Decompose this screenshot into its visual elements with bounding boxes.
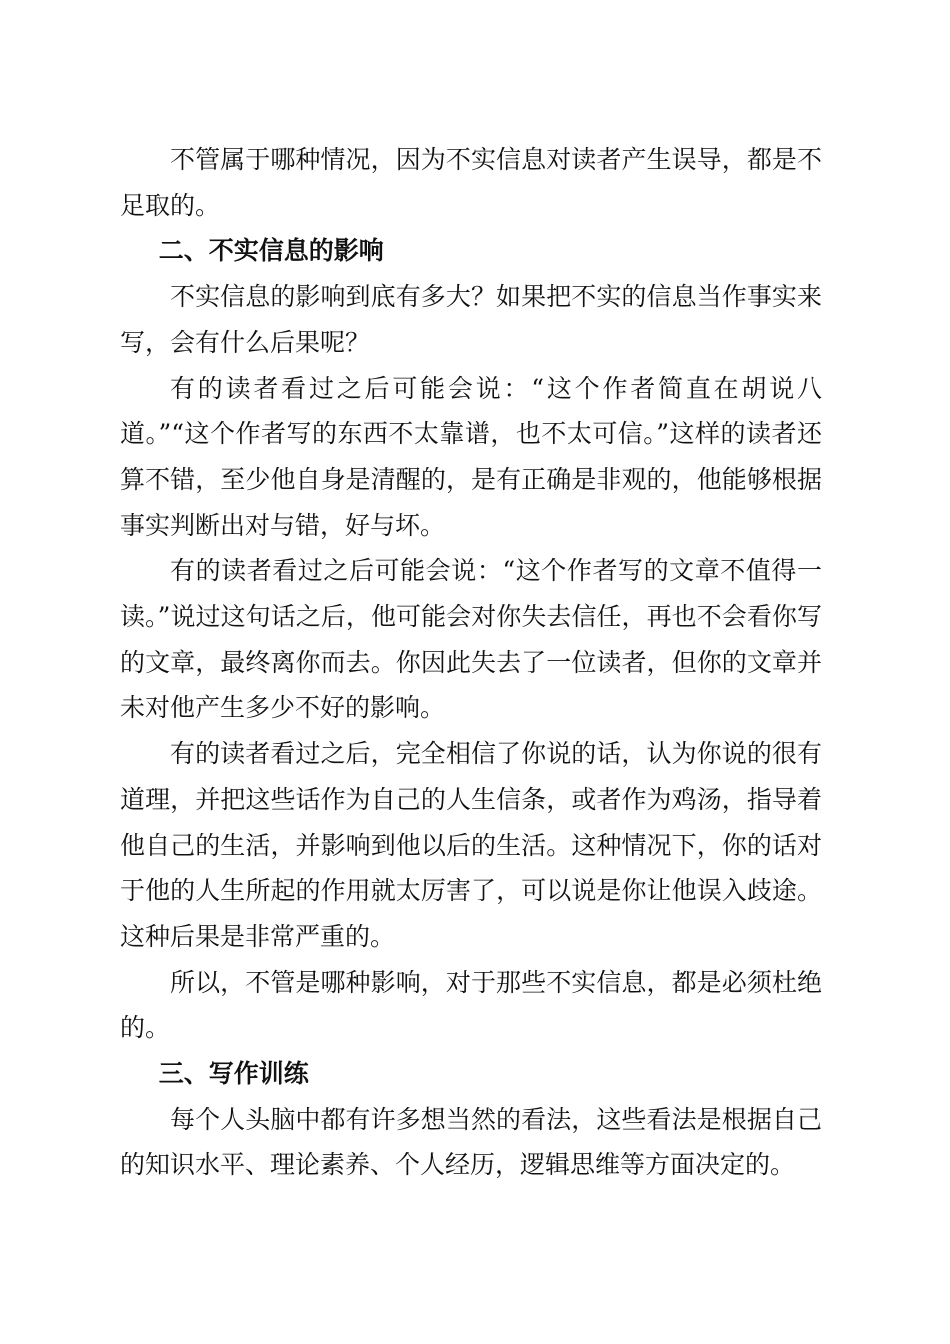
paragraph-impact-question: 不实信息的影响到底有多大？如果把不实的信息当作事实来写，会有什么后果呢？ bbox=[120, 282, 822, 357]
paragraph-reader-case-1: 有的读者看过之后可能会说：“这个作者简直在胡说八道。”“这个作者写的东西不太靠谱，也不太可信。”这样的读者还算不错，至少他自身是清醒的，是有正确是非观的，他能够根据事实判断出对与错，好与坏。 bbox=[120, 373, 822, 540]
paragraph-writing-training: 每个人头脑中都有许多想当然的看法，这些看法是根据自己的知识水平、理论素养、个人经历，逻辑思维等方面决定的。 bbox=[120, 1104, 822, 1180]
paragraph-intro-conclusion: 不管属于哪种情况，因为不实信息对读者产生误导，都是不足取的。 bbox=[120, 145, 822, 220]
paragraph-impact-conclusion: 所以，不管是哪种影响，对于那些不实信息，都是必须杜绝的。 bbox=[120, 967, 822, 1043]
section-heading-writing-training: 三、写作训练 bbox=[158, 1059, 309, 1089]
document-page bbox=[120, 137, 822, 1188]
section-heading-impact: 二、不实信息的影响 bbox=[158, 236, 384, 266]
paragraph-reader-case-3: 有的读者看过之后，完全相信了你说的话，认为你说的很有道理，并把这些话作为自己的人生信条，或者作为鸡汤，指导着他自己的生活，并影响到他以后的生活。这种情况下，你的话对于他的人生所起的作用就太厉害了，可以说是你让他误入歧途。这种后果是非常严重的。 bbox=[120, 739, 822, 951]
paragraph-reader-case-2: 有的读者看过之后可能会说：“这个作者写的文章不值得一读。”说过这句话之后，他可能会对你失去信任，再也不会看你写的文章，最终离你而去。你因此失去了一位读者，但你的文章并未对他产生多少不好的影响。 bbox=[120, 556, 822, 723]
